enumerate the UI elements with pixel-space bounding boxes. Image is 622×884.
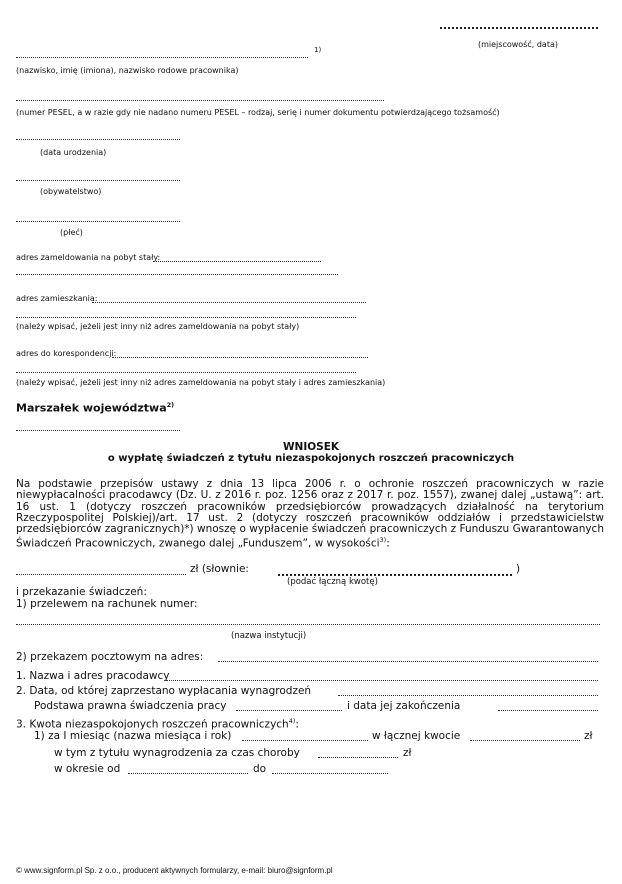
birth-date-line[interactable] (16, 139, 180, 140)
footnote-3: 3) (379, 536, 387, 545)
wage-stop-date-line[interactable] (338, 695, 598, 696)
item-3-label: 3. Kwota niezaspokojonych roszczeń pracowniczych$^{4)}$: (16, 717, 299, 731)
item-2-sub-a: Podstawa prawna świadczenia pracy (34, 700, 227, 712)
place-date-line[interactable] (440, 27, 598, 29)
residence-note: (należy wpisać, jeżeli jest inny niż adres zameldowania na pobyt stały) (16, 322, 300, 331)
employer-line[interactable] (166, 680, 598, 681)
item-3-1-currency: zł (584, 730, 593, 742)
transfer-option-1: 1) przelewem na rachunek numer: (16, 598, 198, 610)
item-3-1-total-label: w łącznej kwocie (372, 730, 461, 742)
transfer-intro: i przekazanie świadczeń: (16, 586, 147, 598)
request-subtitle: o wypłatę świadczeń z tytułu niezaspokojonych roszczeń pracowniczych (107, 453, 515, 464)
legal-basis-line[interactable] (236, 710, 342, 711)
pesel-label: (numer PESEL, a w razie gdy nie nadano numeru PESEL – rodzaj, serię i numer dokumentu potwierdzającego tożsamość) (16, 108, 500, 117)
bank-account-line[interactable] (16, 624, 600, 625)
amount-line[interactable] (16, 574, 186, 575)
item-2-sub-b: i data jej zakończenia (347, 700, 461, 712)
registered-address-label: adres zameldowania na pobyt stały: (16, 253, 161, 262)
recipient-footnote: 2) (166, 401, 175, 409)
recipient-title-text: Marszałek województwa (16, 401, 167, 415)
item-3-2-currency: zł (403, 747, 412, 759)
item-2-label: 2. Data, od której zaprzestano wypłacania wynagrodzeń (16, 685, 312, 697)
item-3-3-to-label: do (253, 763, 267, 775)
residence-address-line-1[interactable] (92, 302, 366, 303)
correspondence-address-line-2[interactable] (16, 372, 356, 373)
amount-words-line[interactable] (278, 574, 512, 576)
first-month-total-line[interactable] (470, 740, 580, 741)
request-paragraph-text: Na podstawie przepisów ustawy z dnia 13 lipca 2006 r. o ochronie roszczeń pracowniczych w razie niewypłacalności pracodawcy (Dz. U. z 2016 r. poz. 1256 oraz z 2017 r. poz. 1557), zwanej dalej „ustawą”: art. 16 ust. 1 (dotyczy roszczeń pracowników przedsiębiorców prowadzących działalność na terytorium Rzeczypospolitej Polskiej)/art. 17 ust. 2 (dotyczy roszczeń pracowników oddziałów i przedstawicielstw przedsiębiorców zagranicznych)*) wnoszę o wypłacenie świadczeń pracowniczych z Funduszu Gwarantowanych Świadczeń Pracowniczych, zwanego dalej „Funduszem”, w wysokości (16, 478, 604, 550)
first-month-line[interactable] (242, 740, 368, 741)
period-from-line[interactable] (128, 773, 248, 774)
pesel-line[interactable] (16, 100, 384, 101)
birth-date-label: (data urodzenia) (40, 148, 107, 157)
residence-address-line-2[interactable] (16, 317, 356, 318)
request-title: WNIOSEK (282, 441, 340, 453)
correspondence-address-line-1[interactable] (112, 357, 368, 358)
footnote-1: 1) (314, 46, 322, 54)
item-3-footnote: 4) (288, 717, 296, 725)
citizenship-label: (obywatelstwo) (40, 187, 102, 196)
end-date-line[interactable] (498, 710, 598, 711)
place-date-label: (miejscowość, data) (478, 40, 558, 49)
recipient-title (16, 401, 174, 415)
registered-address-line-2[interactable] (16, 274, 338, 275)
item-3-text: 3. Kwota niezaspokojonych roszczeń pracowniczych (16, 718, 289, 731)
amount-hint: (podać łączną kwotę) (287, 577, 378, 587)
item-1-label: 1. Nazwa i adres pracodawcy (16, 670, 170, 682)
item-3-1-label: 1) za I miesiąc (nazwa miesiąca i rok) (34, 730, 232, 742)
amount-close: ) (516, 563, 521, 575)
citizenship-line[interactable] (16, 180, 180, 181)
period-to-line[interactable] (272, 773, 388, 774)
name-label: (nazwisko, imię (imiona), nazwisko rodowe pracownika) (16, 66, 239, 75)
sickness-pay-line[interactable] (318, 757, 398, 758)
residence-address-label: adres zamieszkania: (16, 294, 98, 303)
item-3-3-label: w okresie od (54, 763, 121, 775)
correspondence-note: (należy wpisać, jeżeli jest inny niż adres zameldowania na pobyt stały i adres zamieszkania) (16, 378, 386, 387)
sex-line[interactable] (16, 221, 180, 222)
sex-label: (płeć) (60, 228, 83, 237)
postal-address-line[interactable] (218, 661, 598, 662)
item-3-2-label: w tym z tytułu wynagrodzenia za czas choroby (54, 747, 300, 759)
amount-currency: zł (słownie: (190, 563, 249, 575)
institution-label: (nazwa instytucji) (231, 631, 307, 641)
footer-copyright: © www.signform.pl Sp. z o.o., producent aktywnych formularzy, e-mail: biuro@signform.pl (16, 866, 333, 875)
request-paragraph: Na podstawie przepisów ustawy z dnia 13 lipca 2006 r. o ochronie roszczeń pracowniczych w razie niewypłacalności pracodawcy (Dz. U. z 2016 r. poz. 1256 oraz z 2017 r. poz. 1557), zwanej dalej „ustawą”: art. 16 ust. 1 (dotyczy roszczeń pracowników przedsiębiorców prowadzących działalność na terytorium Rzeczypospolitej Polskiej)/art. 17 ust. 2 (dotyczy roszczeń pracowników oddziałów i przedstawicielstw przedsiębiorców zagranicznych)*) wnoszę o wypłacenie świadczeń pracowniczych z Funduszu Gwarantowanych Świadczeń Pracowniczych, zwanego dalej „Funduszem”, w wysokości$^{3)}$: (16, 478, 604, 550)
correspondence-address-label: adres do korespondencji: (16, 349, 117, 358)
transfer-option-2: 2) przekazem pocztowym na adres: (16, 651, 204, 663)
recipient-line[interactable] (16, 430, 180, 431)
name-line[interactable] (16, 57, 308, 58)
registered-address-line-1[interactable] (153, 261, 321, 262)
